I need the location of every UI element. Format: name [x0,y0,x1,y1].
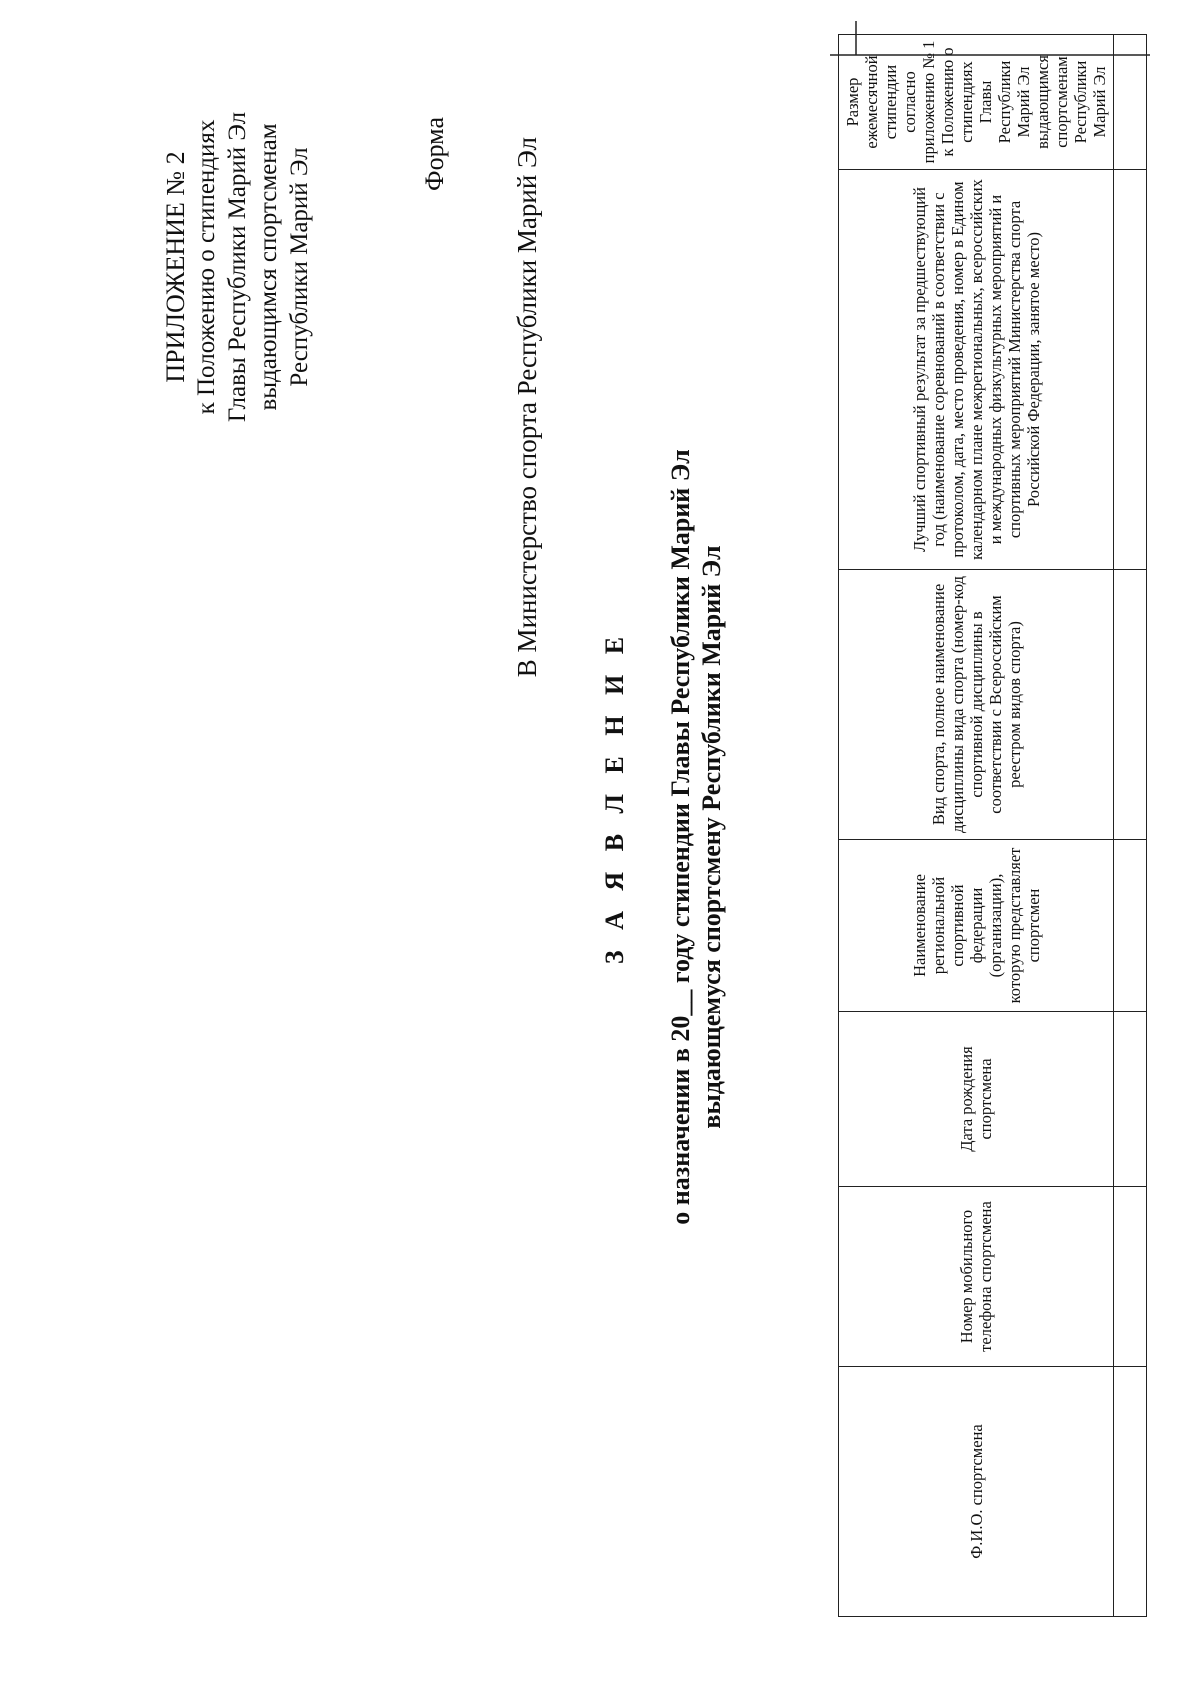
table-header-row [839,35,1114,1617]
appendix-line: к Положению о стипендиях [193,119,220,415]
subtitle-line: о назначении в 20__ году стипендии Главы Республики Марий Эл [666,449,695,1225]
appendix-heading: ПРИЛОЖЕНИЕ № 2 [161,151,190,383]
table-cell[interactable] [1114,570,1147,840]
appendix-line: выдающимся спортсменам [255,123,282,411]
page-edge-ornament [830,21,1150,61]
table-cell[interactable] [1114,1367,1147,1617]
table-cell[interactable] [1114,170,1147,570]
appendix-line: Главы Республики Марий Эл [224,111,251,423]
header-best-result: Лучший спортивный результат за предшествующий год (наименование соревнований в соответствии с протоколом, дата, место проведения, номер в Едином календарном плане межрегиональных, всероссийских и международных физкультурных мероприятий и спортивных мероприятий Министерства спорта Российской Федерации, занятое место) [839,170,1114,570]
application-table [838,34,1147,1617]
document-title: З А Я В Л Е Н И Е [600,629,629,965]
appendix-block [160,57,315,477]
addressee: В Министерство спорта Республики Марий Эл [512,137,542,678]
document-subtitle [665,397,727,1277]
appendix-line: Республики Марий Эл [286,147,313,387]
form-label: Форма [420,117,449,191]
subtitle-line: выдающемуся спортсмену Республики Марий Эл [697,545,726,1129]
table-cell[interactable] [1114,1012,1147,1187]
table-cell[interactable] [1114,840,1147,1012]
table-cell[interactable] [1114,1187,1147,1367]
table-row [1114,35,1147,1617]
header-stipend-amount: Размер ежемесячной стипендии согласно приложению № 1 к Положению о стипендиях Главы Республики Марий Эл выдающимся спортсменам Республики Марий Эл [839,35,1114,170]
header-birth-date: Дата рождения спортсмена [839,1012,1114,1187]
header-sport-discipline: Вид спорта, полное наименование дисциплины вида спорта (номер-код спортивной дисциплины в соответствии с Всероссийским реестром видов спорта) [839,570,1114,840]
header-full-name: Ф.И.О. спортсмена [839,1367,1114,1617]
header-mobile-phone: Номер мобильного телефона спортсмена [839,1187,1114,1367]
header-federation: Наименование региональной спортивной федерации (организации), которую представляет спортсмен [839,840,1114,1012]
